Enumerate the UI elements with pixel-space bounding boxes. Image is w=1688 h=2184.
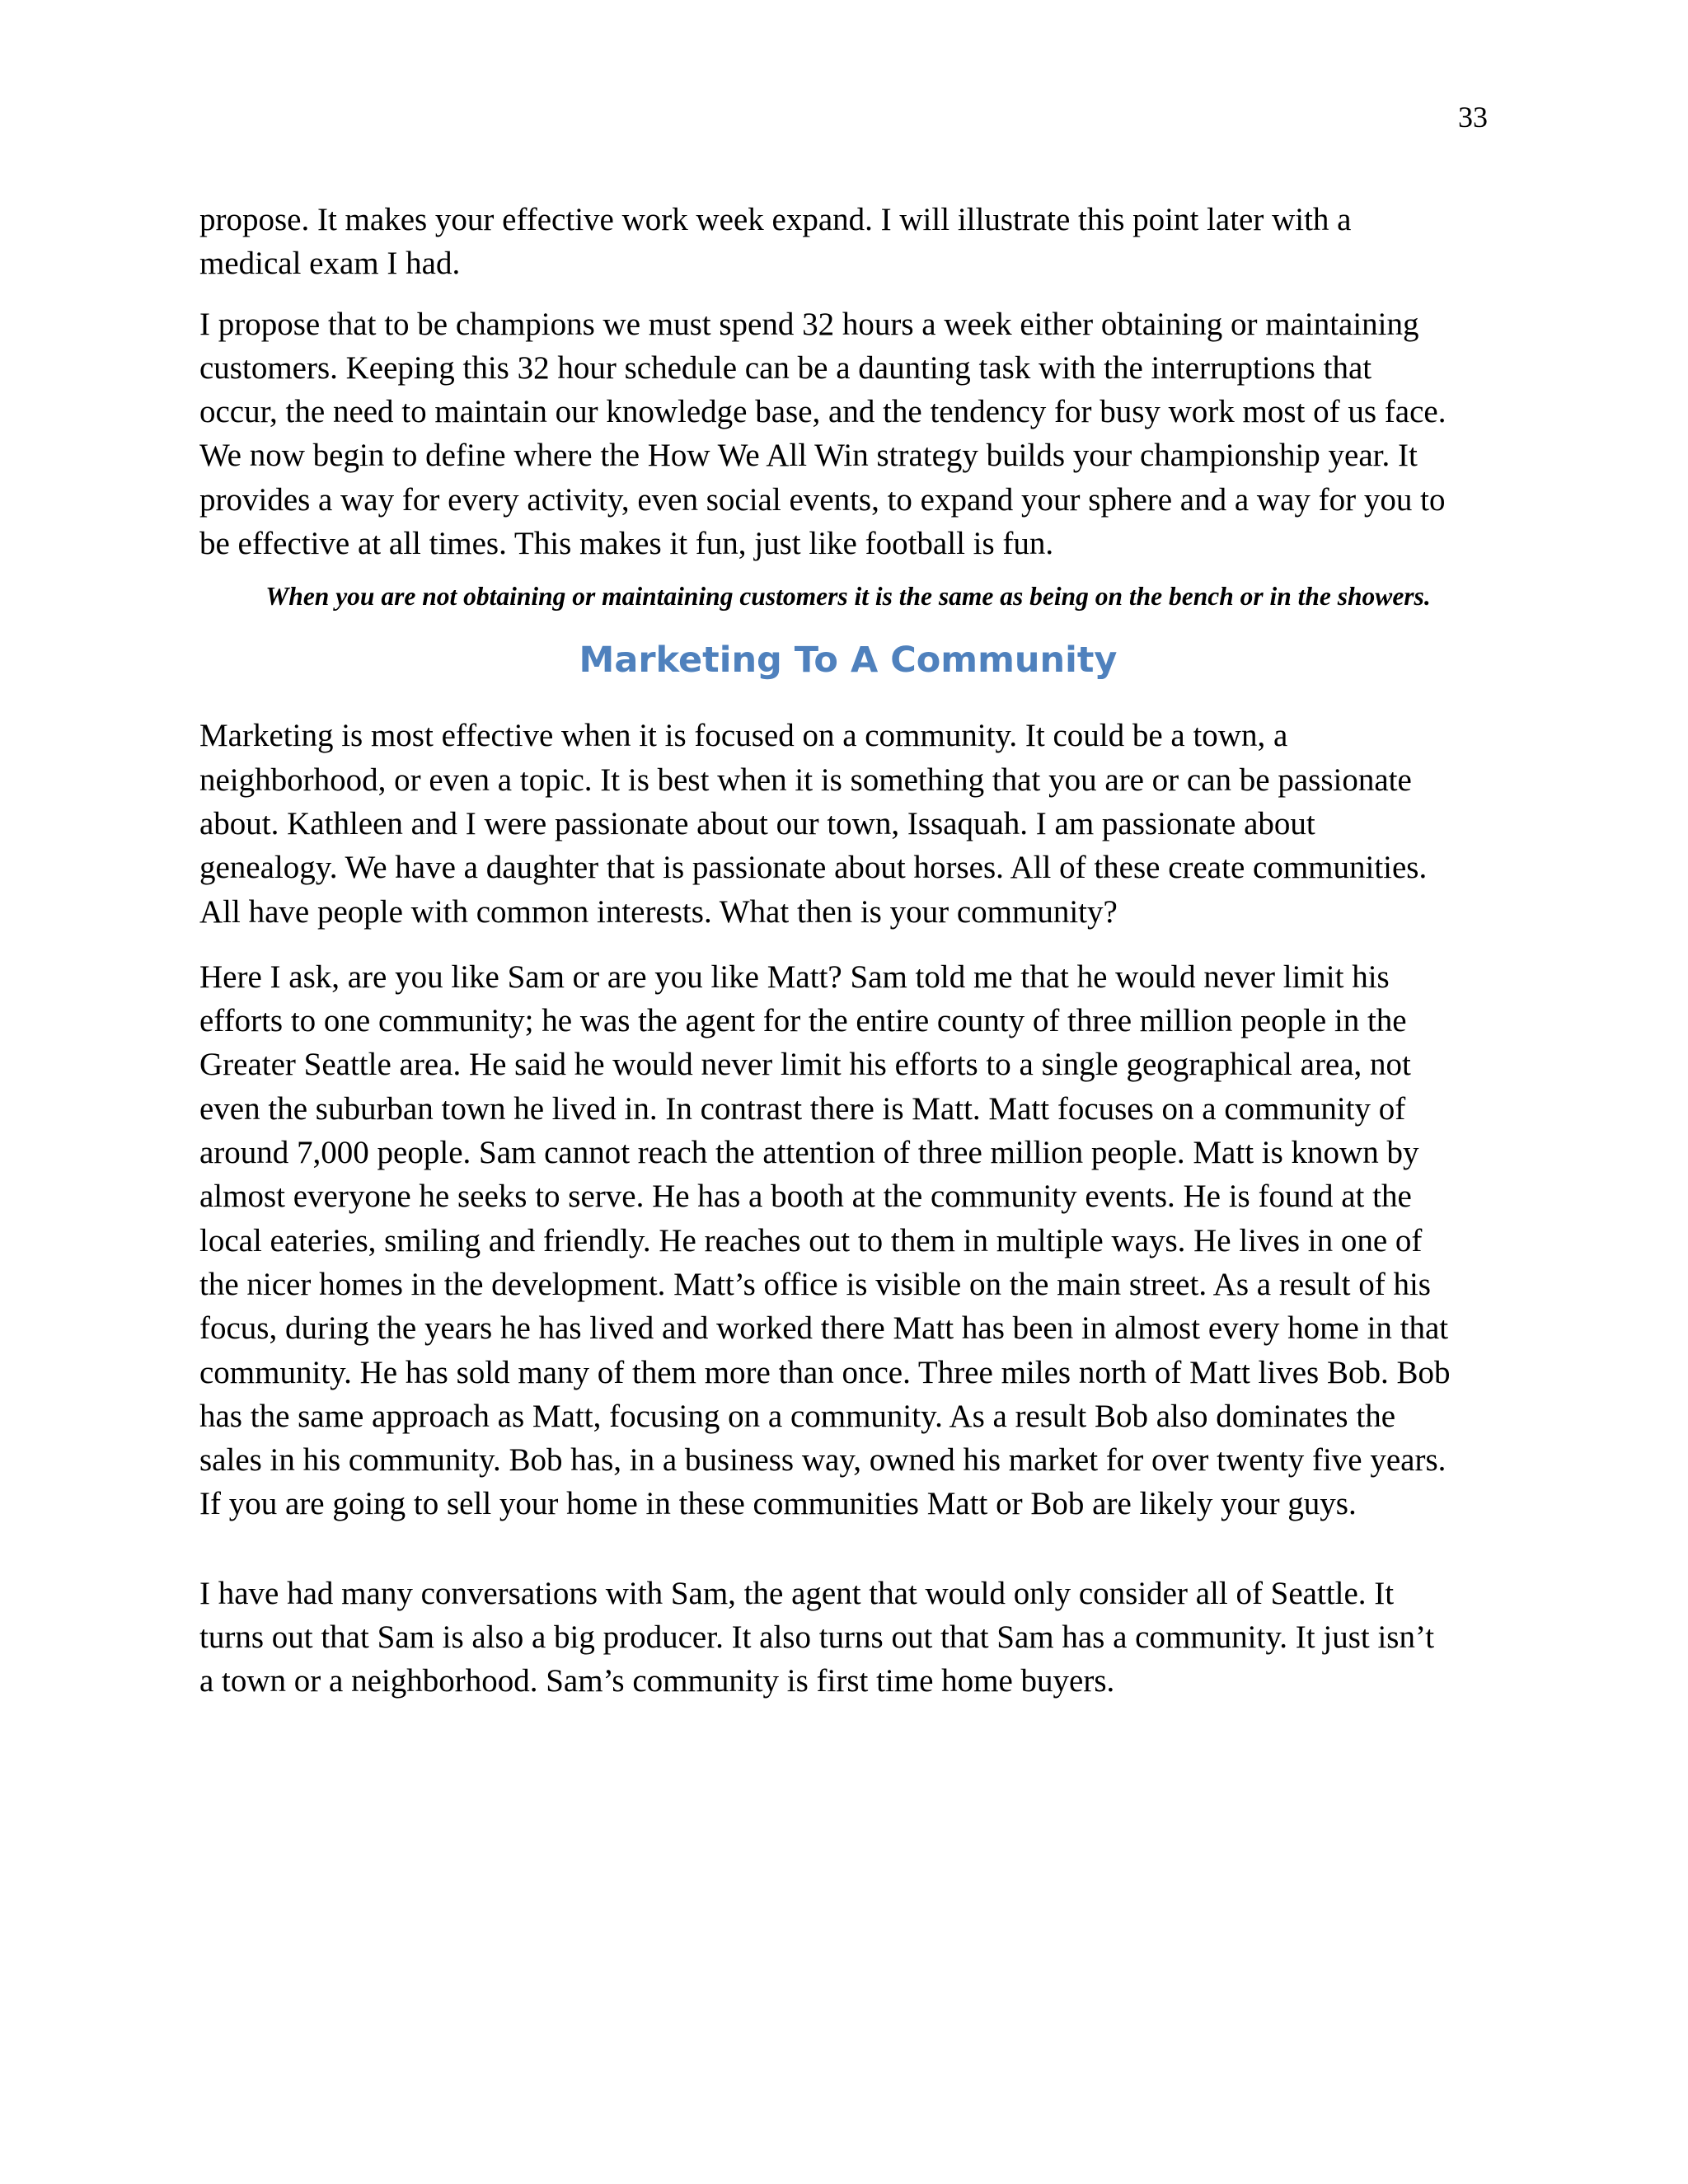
page-number: 33: [1458, 101, 1488, 134]
section-heading: Marketing To A Community: [579, 640, 1118, 682]
paragraph-sam-community: I have had many conversations with Sam, the agent that would only consider all of Seattle. It turns out that Sam is also a big producer. It also turns out that Sam has a community. It just isn’t a town or a neighborhood. Sam’s community is first time home buyers.: [199, 1575, 1435, 1699]
paragraph-sam-vs-matt: Here I ask, are you like Sam or are you like Matt? Sam told me that he would never limit his efforts to one community; he was the agent for the entire county of three million people in the Greater Seattle area. He said he would never limit his efforts to a single geographical area, not even the suburban town he lived in. In contrast there is Matt. Matt focuses on a community of around 7,000 people. Sam cannot reach the attention of three million people. Matt is known by almost everyone he seeks to serve. He has a booth at the community events. He is found at the local eateries, smiling and friendly. He reaches out to them in multiple ways. He lives in one of the nicer homes in the development. Matt’s office is visible on the main street. As a result of his focus, during the years he has lived and worked there Matt has been in almost every home in that community. He has sold many of them more than once. Three miles north of Matt lives Bob. Bob has the same approach as Matt, focusing on a community. As a result Bob also dominates the sales in his community. Bob has, in a business way, owned his market for over twenty five years. If you are going to sell your home in these communities Matt or Bob are likely your guys.: [199, 958, 1451, 1522]
bench-callout: When you are not obtaining or maintaining customers it is the same as being on the bench or in the showers.: [265, 582, 1431, 612]
paragraph-community-focus: Marketing is most effective when it is focused on a community. It could be a town, a neighborhood, or even a topic. It is best when it is something that you are or can be passionate about. Kathleen and I were passionate about our town, Issaquah. I am passionate about genealogy. We have a daughter that is passionate about horses. All of these create communities. All have people with common interests. What then is your community?: [199, 718, 1428, 930]
paragraph-work-week: propose. It makes your effective work week expand. I will illustrate this point later with a medical exam I had.: [199, 202, 1352, 282]
paragraph-champions: I propose that to be champions we must spend 32 hours a week either obtaining or maintaining customers. Keeping this 32 hour schedule can be a daunting task with the interruptions that occur, the need to maintain our knowledge base, and the tendency for busy work most of us face. We now begin to define where the How We All Win strategy builds your championship year. It provides a way for every activity, even social events, to expand your sphere and a way for you to be effective at all times. This makes it fun, just like football is fun.: [199, 306, 1447, 562]
page-body: [199, 198, 1497, 1704]
